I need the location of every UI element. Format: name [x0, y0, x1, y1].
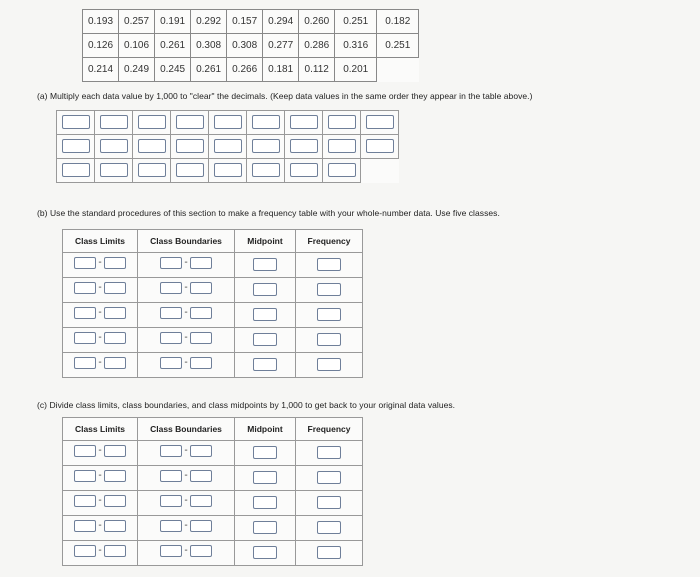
part-b-instruction: (b) Use the standard procedures of this section to make a frequency table with your whole-number data. Use five classes.	[37, 208, 500, 218]
answer-cell	[57, 111, 95, 135]
frequency-input[interactable]	[317, 496, 341, 509]
range-pair	[74, 445, 125, 457]
midpoint-input[interactable]	[253, 333, 277, 346]
header-class-boundaries: Class Boundaries	[138, 418, 235, 441]
answer-input[interactable]	[290, 163, 318, 177]
class-boundaries-cell	[138, 491, 235, 516]
class-limits-cell	[63, 353, 138, 378]
answer-cell	[285, 111, 323, 135]
range-pair	[160, 282, 211, 294]
range-dash: -	[98, 357, 102, 368]
data-cell: 0.193	[83, 10, 119, 34]
answer-cell	[171, 135, 209, 159]
range-dash: -	[184, 545, 188, 556]
upper-boundary-input[interactable]	[190, 307, 212, 319]
frequency-input[interactable]	[317, 258, 341, 271]
lower-limit-input[interactable]	[74, 520, 96, 532]
answer-cell	[57, 159, 95, 183]
range-pair	[160, 545, 211, 557]
lower-limit-input[interactable]	[74, 307, 96, 319]
class-limits-cell	[63, 253, 138, 278]
upper-limit-input[interactable]	[104, 357, 126, 369]
range-dash: -	[184, 470, 188, 481]
frequency-cell	[296, 253, 363, 278]
range-dash: -	[184, 282, 188, 293]
lower-boundary-input[interactable]	[160, 545, 182, 557]
midpoint-cell	[235, 353, 296, 378]
class-limits-cell	[63, 491, 138, 516]
answer-cell	[323, 111, 361, 135]
header-midpoint: Midpoint	[235, 418, 296, 441]
answer-cell	[361, 111, 399, 135]
answer-cell	[323, 159, 361, 183]
header-class-limits: Class Limits	[63, 230, 138, 253]
upper-limit-input[interactable]	[104, 520, 126, 532]
range-pair	[160, 445, 211, 457]
class-limits-cell	[63, 541, 138, 566]
answer-input[interactable]	[100, 139, 128, 153]
class-row	[63, 328, 363, 353]
midpoint-input[interactable]	[253, 358, 277, 371]
class-row	[63, 253, 363, 278]
range-dash: -	[184, 307, 188, 318]
range-dash: -	[184, 520, 188, 531]
range-dash: -	[184, 445, 188, 456]
header-class-boundaries: Class Boundaries	[138, 230, 235, 253]
midpoint-cell	[235, 541, 296, 566]
answer-row	[57, 135, 399, 159]
range-dash: -	[98, 545, 102, 556]
frequency-input[interactable]	[317, 333, 341, 346]
data-row	[83, 34, 419, 58]
answer-cell	[95, 159, 133, 183]
upper-limit-input[interactable]	[104, 332, 126, 344]
lower-limit-input[interactable]	[74, 282, 96, 294]
upper-limit-input[interactable]	[104, 445, 126, 457]
range-dash: -	[184, 357, 188, 368]
answer-cell	[95, 111, 133, 135]
header-midpoint: Midpoint	[235, 230, 296, 253]
frequency-input[interactable]	[317, 283, 341, 296]
answer-input[interactable]	[328, 115, 356, 129]
lower-boundary-input[interactable]	[160, 282, 182, 294]
range-pair	[160, 307, 211, 319]
part-c-frequency-table	[62, 417, 363, 566]
data-cell: 0.292	[191, 10, 227, 34]
frequency-cell	[296, 303, 363, 328]
answer-input[interactable]	[176, 139, 204, 153]
midpoint-cell	[235, 303, 296, 328]
frequency-input[interactable]	[317, 546, 341, 559]
answer-input[interactable]	[138, 139, 166, 153]
range-dash: -	[98, 470, 102, 481]
class-boundaries-cell	[138, 516, 235, 541]
range-pair	[74, 307, 125, 319]
answer-cell	[361, 135, 399, 159]
range-dash: -	[184, 257, 188, 268]
answer-cell	[95, 135, 133, 159]
answer-row	[57, 159, 399, 183]
answer-input[interactable]	[328, 163, 356, 177]
data-cell: 0.261	[155, 34, 191, 58]
class-boundaries-cell	[138, 253, 235, 278]
data-cell: 0.294	[263, 10, 299, 34]
range-dash: -	[98, 520, 102, 531]
answer-cell	[285, 159, 323, 183]
range-pair	[74, 257, 125, 269]
class-limits-cell	[63, 466, 138, 491]
range-dash: -	[98, 257, 102, 268]
answer-cell	[323, 135, 361, 159]
upper-boundary-input[interactable]	[190, 545, 212, 557]
lower-boundary-input[interactable]	[160, 307, 182, 319]
data-cell: 0.277	[263, 34, 299, 58]
answer-input[interactable]	[138, 163, 166, 177]
part-c-instruction: (c) Divide class limits, class boundaries, and class midpoints by 1,000 to get back to your original data values.	[37, 400, 456, 410]
answer-input[interactable]	[290, 139, 318, 153]
data-cell: 0.201	[335, 58, 377, 82]
lower-boundary-input[interactable]	[160, 495, 182, 507]
frequency-cell	[296, 353, 363, 378]
lower-boundary-input[interactable]	[160, 332, 182, 344]
frequency-cell	[296, 278, 363, 303]
range-pair	[160, 470, 211, 482]
data-cell: 0.308	[191, 34, 227, 58]
data-row	[83, 58, 419, 82]
answer-input[interactable]	[366, 139, 394, 153]
header-frequency: Frequency	[296, 418, 363, 441]
upper-boundary-input[interactable]	[190, 257, 212, 269]
answer-cell	[209, 159, 247, 183]
answer-cell	[209, 135, 247, 159]
upper-limit-input[interactable]	[104, 470, 126, 482]
midpoint-input[interactable]	[253, 308, 277, 321]
range-pair	[74, 470, 125, 482]
answer-cell	[133, 135, 171, 159]
range-dash: -	[184, 332, 188, 343]
answer-cell	[209, 111, 247, 135]
midpoint-input[interactable]	[253, 283, 277, 296]
lower-boundary-input[interactable]	[160, 520, 182, 532]
answer-input[interactable]	[176, 163, 204, 177]
range-dash: -	[98, 495, 102, 506]
upper-boundary-input[interactable]	[190, 332, 212, 344]
data-values-table	[82, 9, 419, 82]
range-pair	[74, 495, 125, 507]
midpoint-cell	[235, 516, 296, 541]
upper-boundary-input[interactable]	[190, 445, 212, 457]
class-row	[63, 491, 363, 516]
data-cell: 0.214	[83, 58, 119, 82]
frequency-cell	[296, 328, 363, 353]
range-pair	[160, 332, 211, 344]
data-cell: 0.191	[155, 10, 191, 34]
lower-boundary-input[interactable]	[160, 357, 182, 369]
upper-limit-input[interactable]	[104, 307, 126, 319]
lower-boundary-input[interactable]	[160, 470, 182, 482]
answer-input[interactable]	[214, 139, 242, 153]
range-pair	[74, 357, 125, 369]
class-boundaries-cell	[138, 466, 235, 491]
answer-cell	[171, 159, 209, 183]
empty-cell	[361, 159, 399, 183]
answer-cell	[247, 135, 285, 159]
lower-limit-input[interactable]	[74, 357, 96, 369]
data-cell: 0.260	[299, 10, 335, 34]
midpoint-input[interactable]	[253, 521, 277, 534]
class-boundaries-cell	[138, 278, 235, 303]
midpoint-cell	[235, 466, 296, 491]
upper-limit-input[interactable]	[104, 257, 126, 269]
range-pair	[74, 545, 125, 557]
part-b-frequency-table	[62, 229, 363, 378]
part-a-instruction: (a) Multiply each data value by 1,000 to "clear" the decimals. (Keep data values in the same order they appear in the table above.)	[37, 91, 533, 101]
lower-boundary-input[interactable]	[160, 257, 182, 269]
midpoint-cell	[235, 328, 296, 353]
answer-input[interactable]	[252, 163, 280, 177]
frequency-input[interactable]	[317, 446, 341, 459]
answer-cell	[133, 159, 171, 183]
data-cell: 0.316	[335, 34, 377, 58]
class-boundaries-cell	[138, 303, 235, 328]
class-limits-cell	[63, 441, 138, 466]
answer-input[interactable]	[100, 115, 128, 129]
class-limits-cell	[63, 516, 138, 541]
range-dash: -	[184, 495, 188, 506]
upper-boundary-input[interactable]	[190, 357, 212, 369]
part-a-answer-grid	[56, 110, 399, 183]
class-boundaries-cell	[138, 353, 235, 378]
lower-limit-input[interactable]	[74, 545, 96, 557]
answer-input[interactable]	[176, 115, 204, 129]
lower-limit-input[interactable]	[74, 445, 96, 457]
lower-limit-input[interactable]	[74, 470, 96, 482]
frequency-cell	[296, 491, 363, 516]
answer-cell	[133, 111, 171, 135]
midpoint-input[interactable]	[253, 446, 277, 459]
answer-input[interactable]	[290, 115, 318, 129]
midpoint-cell	[235, 253, 296, 278]
range-dash: -	[98, 307, 102, 318]
range-pair	[160, 520, 211, 532]
range-pair	[160, 257, 211, 269]
header-class-limits: Class Limits	[63, 418, 138, 441]
range-dash: -	[98, 282, 102, 293]
header-frequency: Frequency	[296, 230, 363, 253]
answer-cell	[247, 111, 285, 135]
answer-cell	[57, 135, 95, 159]
upper-boundary-input[interactable]	[190, 520, 212, 532]
answer-input[interactable]	[366, 115, 394, 129]
midpoint-input[interactable]	[253, 546, 277, 559]
answer-input[interactable]	[328, 139, 356, 153]
data-cell: 0.112	[299, 58, 335, 82]
class-boundaries-cell	[138, 541, 235, 566]
class-boundaries-cell	[138, 441, 235, 466]
answer-input[interactable]	[62, 163, 90, 177]
upper-boundary-input[interactable]	[190, 470, 212, 482]
class-row	[63, 303, 363, 328]
data-cell: 0.249	[119, 58, 155, 82]
frequency-input[interactable]	[317, 308, 341, 321]
data-cell: 0.157	[227, 10, 263, 34]
midpoint-input[interactable]	[253, 496, 277, 509]
data-row	[83, 10, 419, 34]
answer-cell	[247, 159, 285, 183]
upper-boundary-input[interactable]	[190, 495, 212, 507]
answer-input[interactable]	[62, 139, 90, 153]
answer-input[interactable]	[138, 115, 166, 129]
frequency-cell	[296, 466, 363, 491]
range-pair	[160, 495, 211, 507]
frequency-input[interactable]	[317, 358, 341, 371]
answer-cell	[171, 111, 209, 135]
range-dash: -	[98, 332, 102, 343]
midpoint-cell	[235, 441, 296, 466]
class-row	[63, 353, 363, 378]
class-row	[63, 466, 363, 491]
frequency-input[interactable]	[317, 521, 341, 534]
midpoint-input[interactable]	[253, 471, 277, 484]
range-pair	[74, 332, 125, 344]
class-row	[63, 441, 363, 466]
lower-limit-input[interactable]	[74, 257, 96, 269]
class-row	[63, 541, 363, 566]
range-pair	[160, 357, 211, 369]
answer-row	[57, 111, 399, 135]
class-row	[63, 278, 363, 303]
data-cell: 0.251	[377, 34, 419, 58]
answer-input[interactable]	[214, 115, 242, 129]
range-pair	[74, 282, 125, 294]
class-limits-cell	[63, 303, 138, 328]
data-cell: 0.257	[119, 10, 155, 34]
range-pair	[74, 520, 125, 532]
frequency-cell	[296, 541, 363, 566]
data-cell: 0.251	[335, 10, 377, 34]
data-cell: 0.181	[263, 58, 299, 82]
data-cell: 0.308	[227, 34, 263, 58]
frequency-cell	[296, 516, 363, 541]
data-cell: 0.106	[119, 34, 155, 58]
upper-boundary-input[interactable]	[190, 282, 212, 294]
answer-input[interactable]	[252, 139, 280, 153]
data-cell: 0.182	[377, 10, 419, 34]
frequency-input[interactable]	[317, 471, 341, 484]
answer-input[interactable]	[214, 163, 242, 177]
class-limits-cell	[63, 328, 138, 353]
midpoint-cell	[235, 278, 296, 303]
class-row	[63, 516, 363, 541]
midpoint-cell	[235, 491, 296, 516]
lower-limit-input[interactable]	[74, 495, 96, 507]
upper-limit-input[interactable]	[104, 545, 126, 557]
data-cell: 0.286	[299, 34, 335, 58]
answer-input[interactable]	[252, 115, 280, 129]
class-boundaries-cell	[138, 328, 235, 353]
frequency-cell	[296, 441, 363, 466]
answer-input[interactable]	[62, 115, 90, 129]
answer-input[interactable]	[100, 163, 128, 177]
upper-limit-input[interactable]	[104, 282, 126, 294]
data-cell: 0.266	[227, 58, 263, 82]
class-limits-cell	[63, 278, 138, 303]
midpoint-input[interactable]	[253, 258, 277, 271]
answer-cell	[285, 135, 323, 159]
data-cell: 0.261	[191, 58, 227, 82]
range-dash: -	[98, 445, 102, 456]
upper-limit-input[interactable]	[104, 495, 126, 507]
lower-boundary-input[interactable]	[160, 445, 182, 457]
data-cell: 0.126	[83, 34, 119, 58]
lower-limit-input[interactable]	[74, 332, 96, 344]
data-cell: 0.245	[155, 58, 191, 82]
